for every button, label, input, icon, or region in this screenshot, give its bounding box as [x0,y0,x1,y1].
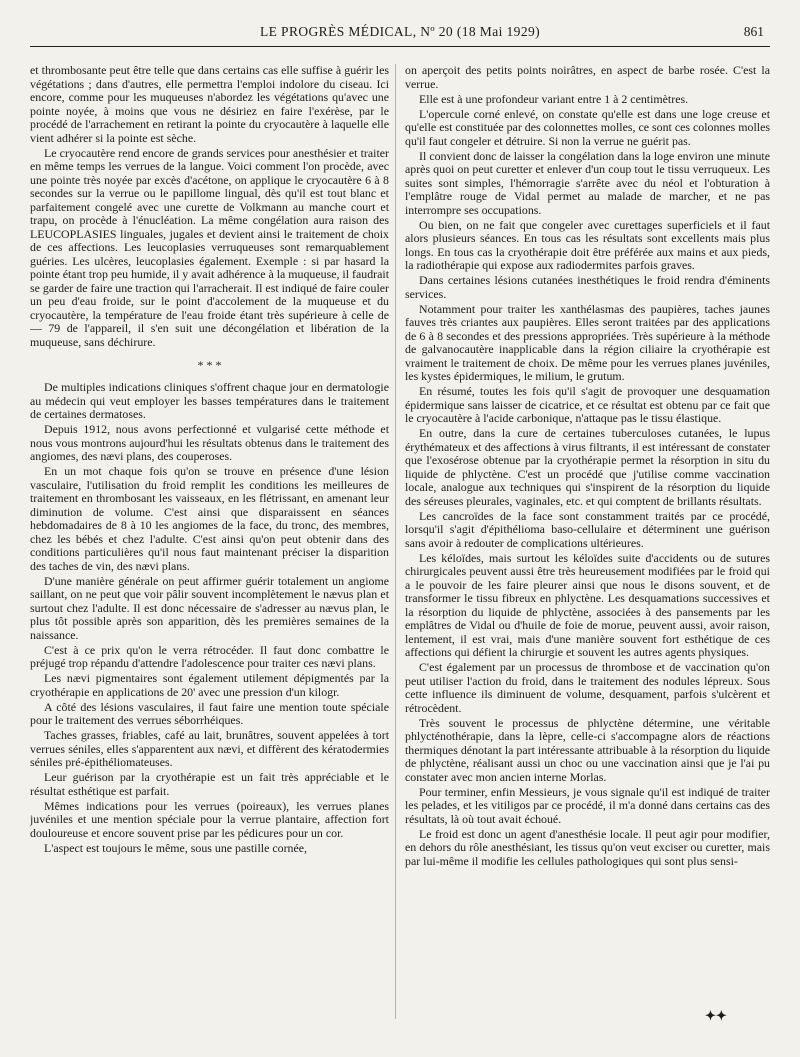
paragraph: C'est également par un processus de thrombose et de vaccination qu'on peut utiliser l'action du froid, dans le traitement des nodules lépreux. Sous cette influence ils diminuent de volume, desquament, parfois s'ulcèrent et rétrocèdent. [405,660,770,715]
paragraph: Les nævi pigmentaires sont également utilement dépigmentés par la cryothérapie en applications de 20' avec une pression d'un kilogr. [30,671,389,699]
paragraph: En un mot chaque fois qu'on se trouve en présence d'une lésion vasculaire, l'utilisation du froid remplit les conditions les meilleures de traitement en thrombosant les vaisseaux, en les flétrissant, en amenant leur diminution de volume. C'est ainsi que disparaissent en séances hebdomadaires de 8 à 10 les angiomes de la face, du tronc, des membres, chez les bébés et chez l'adulte. C'est ainsi qu'on peut obtenir dans des conditions particulières qu'il nous faut maintenant préciser la disparition des taches de vin, des nævi plans. [30,464,389,573]
paragraph: En outre, dans la cure de certaines tuberculoses cutanées, le lupus érythémateux et des affections à virus filtrants, il est intéressant de constater que l'exosérose obtenue par la cryothérapie permet la résorption in situ du liquide de phlyctène. C'est un procédé que j'utilise comme vaccination locale, analogue aux techniques qui s'inspirent de la résorption du liquide des séreuses pleurales, vaginales, etc. et qui comptent de brillants résultats. [405,426,770,508]
column-divider [395,64,396,1019]
end-ornament: ✦✦ [705,1008,727,1023]
paragraph: Le cryocautère rend encore de grands services pour anesthésier et traiter en même temps les verrues de la langue. Voici comment l'on procède, avec une pointe très noyée par excès d'acétone, on applique le cryocautère 6 à 8 secondes sur la verrue ou le papillome lingual, dès qu'il est tout blanc et parfaitement congelé avec une curette de Volkmann au manche court et trapu, on procède à l'énucléation. La même congélation aura raison des LEUCOPLASIES linguales, jugales et devient ainsi le traitement de choix de ces affections. Les leucoplasies verruqueuses sont remarquablement guéries. Les ulcères, leucoplasies également. Exemple : si par hasard la pointe étant trop peu humide, il y avait adhérence à la muqueuse, il faudrait se garder de faire une traction qui l'arracherait. Il est indiqué de faire couler un peu d'eau froide, sur le point d'accolement de la muqueuse et du cryocautère, la température de l'eau froide étant très supérieure à celle de — 79 de l'appareil, il s'en suit une décongélation et libération de la muqueuse, sans déchirure. [30,145,389,349]
paragraph: Le froid est donc un agent d'anesthésie locale. Il peut agir pour modifier, en dehors du rôle anesthésiant, les tissus qu'on veut exciser ou curetter, mais par lui-même il modifie les cellules pathologiques qui sont plus sensi- [405,826,770,868]
journal-title: LE PROGRÈS MÉDICAL, Nº 20 (18 Mai 1929) [259,24,541,39]
paragraph: Ou bien, on ne fait que congeler avec curettages superficiels et il faut alors plusieurs séances. En tous cas les résultats sont excellents mais plus longs. En tous cas la cryothérapie doit être préférée aux mains et aux pieds, la radiothérapie qui expose aux radiodermites parfois graves. [405,217,770,272]
paragraph: L'opercule corné enlevé, on constate qu'elle est dans une loge creuse et qu'elle est constituée par des colonnettes molles, ce sont ces colonnes molles qu'il faut congeler et détruire. Si non la verrue ne guérit pas. [405,106,770,148]
paragraph: Taches grasses, friables, café au lait, brunâtres, souvent appelées à tort verrues séniles, elles s'apparentent aux nævi, et diffèrent des kératodermies séniles pré-épithéliomateuses. [30,728,389,769]
section-separator: * * * [197,358,222,372]
paragraph: et thrombosante peut être telle que dans certains cas elle suffise à guérir les végétations ; dans d'autres, elle permettra l'emploi indolore du ciseau. Ici encore, comme pour les muqueuses n'abordez les végétations qu'avec une pointe noyée, à moins que vous ne désiriez en faire l'exérèse, par le procédé de l'arrachement en retirant la pointe du cryocautère à laquelle elle vient adhérer si la pointe est sèche. [30,64,389,145]
paragraph: De multiples indications cliniques s'offrent chaque jour en dermatologie au médecin qui veut employer les basses températures dans le traitement de certaines dermatoses. [30,380,389,421]
paragraph: C'est à ce prix qu'on le verra rétrocéder. Il faut donc combattre le préjugé trop répandu d'attendre l'adolescence pour traiter ces nævi plans. [30,642,389,670]
paragraph: L'aspect est toujours le même, sous une pastille cornée, [44,840,307,855]
paragraph: Dans certaines lésions cutanées inesthétiques le froid rendra d'éminents services. [405,273,770,301]
left-column [30,64,389,1044]
right-column [405,64,770,1044]
paragraph: Il convient donc de laisser la congélation dans la loge environ une minute après quoi on peut curetter et enlever d'un coup tout le tissu verruqueux. Les suites sont simples, l'hémorragie s'arrête avec du néol et l'obturation à l'emplâtre rouge de Vidal permet au malade de marcher, et ne pas interrompre ses occupations. [405,148,770,217]
paragraph: Notamment pour traiter les xanthélasmas des paupières, taches jaunes fauves très criantes aux paupières. Elles seront traitées par des applications de 6 à 8 secondes et des pressions appropriées. Très supérieure à la méthode de galvanocautère inapplicable dans la région ciliaire la cryothérapie est vraiment le traitement de choix. De même pour les verrues planes juvéniles, les kystes épidermiques, le milium, le grutum. [405,301,770,383]
paragraph: D'une manière générale on peut affirmer guérir totalement un angiome saillant, on ne peut que voir pâlir souvent incomplètement le nævus plan et surtout chez l'adulte. Il est donc nécessaire de s'adresser au nævus plan, le plus tôt possible après son apparition, dès les premières semaines de la naissance. [30,573,389,642]
paragraph: Les kéloïdes, mais surtout les kéloïdes suite d'accidents ou de sutures chirurgicales peuvent aussi être très heureusement modifiées par le froid qui a le pouvoir de les faire pleurer ainsi que nous le disons souvent, et de transformer le tissu fibreux en phlyctène. Les desquamations successives et la résorption du liquide de phlyctène, associées à des pansements par les emplâtres de Vidal ou d'huile de foie de morue, peuvent aussi, avoir raison, lentement, il est vrai, mais d'une manière souvent fort esthétique de ces affections qui défient la chirurgie et souvent les autres agents physiques. [405,550,770,659]
paragraph: Pour terminer, enfin Messieurs, je vous signale qu'il est indiqué de traiter les pelades, et les vitiligos par ce procédé, il m'a donné dans certains cas des résultats, là où tout avait échoué. [405,784,770,826]
page-number: 861 [743,24,764,39]
paragraph: Très souvent le processus de phlyctène détermine, une véritable phlycténothérapie, dans la lèpre, celle-ci s'accompagne alors de réactions thermiques dénotant la part intéressante attribuable à la résorption du liquide de phlyctène, réalisant aussi un choc ou une vaccination ainsi que je l'ai pu constater avec mon ancien interne Morlas. [405,715,770,784]
paragraph: Elle est à une profondeur variant entre 1 à 2 centimètres. [419,91,689,106]
paragraph: En résumé, toutes les fois qu'il s'agit de provoquer une desquamation épidermique sans laisser de cicatrice, et ce résultat est obtenu par ce fait que le cryocautère à l'acide carbonique, n'attaque pas le tissu élastique. [405,384,770,425]
paragraph: Leur guérison par la cryothérapie est un fait très appréciable et le résultat esthétique est parfait. [30,770,389,798]
paragraph: Depuis 1912, nous avons perfectionné et vulgarisé cette méthode et nous vous montrons aujourd'hui les résultats obtenus dans le traitement des angiomes, des nævi plans, des couperoses. [30,422,389,463]
paragraph: Les cancroïdes de la face sont constamment traités par ce procédé, lorsqu'il s'agit d'épithélioma baso-cellulaire et déterminent une guérison sans avoir à redouter de complications ultérieures. [405,508,770,550]
paragraph: on aperçoit des petits points noirâtres, en aspect de barbe rosée. C'est la verrue. [405,64,770,91]
paragraph: Mêmes indications pour les verrues (poireaux), les verrues planes juvéniles et une mention spéciale pour la verrue plantaire, affection fort douloureuse et encore souvent prise par les pédicures pour un cor. [30,798,389,840]
running-header [30,24,770,47]
paragraph: A côté des lésions vasculaires, il faut faire une mention toute spéciale pour le traitement des verrues séborrhéiques. [30,699,389,727]
